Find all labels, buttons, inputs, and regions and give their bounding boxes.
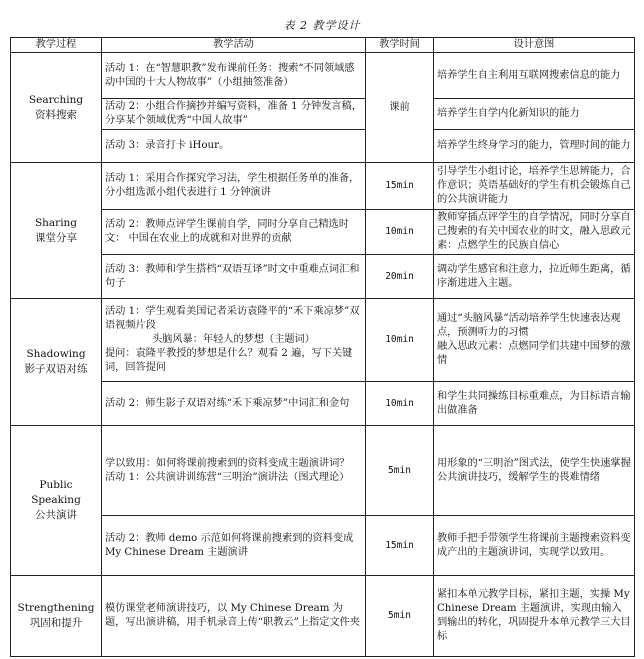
- activity-line: 活动 1：学生观看美国记者采访袁隆平的“禾下乘凉梦”双语视频片段: [105, 306, 360, 331]
- activity-cell: 活动 2：师生影子双语对练“禾下乘凉梦”中词汇和金句: [102, 382, 366, 426]
- stage-sharing: [11, 163, 102, 299]
- table-row: [11, 382, 635, 426]
- intent-cell: 教师穿插点评学生的自学情况，同时分享自己搜索的有关中国农业的时文，融入思政元素：点燃学生的民族自信心: [434, 210, 635, 255]
- stage-name-cn: 公共演讲: [35, 509, 77, 521]
- time-cell: 15min: [366, 516, 434, 576]
- stage-searching: [11, 53, 102, 163]
- table-row: [11, 99, 635, 130]
- time-cell: 10min: [366, 210, 434, 255]
- activity-cell: 活动 3：录音打卡 iHour。: [102, 130, 366, 163]
- table-row: [11, 53, 635, 99]
- intent-cell: 引导学生小组讨论，培养学生思辨能力，合作意识；英语基础好的学生有机会锻炼自己的公共演讲能力: [434, 163, 635, 210]
- intent-cell: 培养学生自学内化新知识的能力: [434, 99, 635, 130]
- time-cell: 5min: [366, 576, 434, 657]
- table-row: [11, 576, 635, 657]
- table-row: [11, 210, 635, 255]
- header-time: 教学时间: [366, 38, 434, 53]
- table-row: [11, 255, 635, 299]
- table-row: [11, 516, 635, 576]
- stage-name-en: Public Speaking: [31, 479, 81, 506]
- activity-cell: 模仿课堂老师演讲技巧，以 My Chinese Dream 为题，写出演讲稿，用手机录音上传“职教云”上指定文件夹: [102, 576, 366, 657]
- intent-cell: 培养学生自主利用互联网搜索信息的能力: [434, 53, 635, 99]
- header-intent: 设计意图: [434, 38, 635, 53]
- time-cell: 20min: [366, 255, 434, 299]
- activity-line: 头脑风暴：年轻人的梦想（主题词）: [152, 334, 315, 345]
- activity-cell: 活动 1：在“智慧职教”发布课前任务：搜索“不同领域感动中国的十大人物故事”（小组抽签准备）: [102, 53, 366, 99]
- time-cell: 10min: [366, 382, 434, 426]
- activity-cell: 活动 2：小组合作摘抄并编写资料，准备 1 分钟发言稿，分享某个领域优秀“中国人故事”: [102, 99, 366, 130]
- intent-cell: [434, 299, 635, 382]
- activity-line: 学以致用：如何将课前搜索到的资料变成主题演讲词？: [105, 457, 350, 469]
- stage-name-en: Strengthening: [17, 602, 95, 614]
- time-cell: 10min: [366, 299, 434, 382]
- time-cell: 课前: [366, 53, 434, 163]
- time-cell: 5min: [366, 426, 434, 516]
- stage-name-cn: 巩固和提升: [29, 617, 83, 629]
- intent-cell: 教师手把手带领学生将课前主题搜索资料变成产出的主题演讲词，实现学以致用。: [434, 516, 635, 576]
- teaching-design-table: [10, 37, 635, 657]
- activity-cell: [102, 426, 366, 516]
- activity-cell: 活动 3：教师和学生搭档“双语互译”时文中重难点词汇和句子: [102, 255, 366, 299]
- intent-cell: 紧扣本单元教学目标，紧扣主题，实操 My Chinese Dream 主题演讲，实现由输入到输出的转化，巩固提升本单元教学三大目标: [434, 576, 635, 657]
- stage-public-speaking: [11, 426, 102, 576]
- table-row: [11, 130, 635, 163]
- stage-name-cn: 影子双语对练: [24, 363, 88, 375]
- stage-name-cn: 课堂分享: [35, 231, 77, 244]
- intent-line: 融入思政元素：点燃同学们共建中国梦的激情: [437, 341, 631, 366]
- activity-cell: 活动 2：教师 demo 示范如何将课前搜索到的资料变成 My Chinese Dream 主题演讲: [102, 516, 366, 576]
- intent-cell: 培养学生终身学习的能力，管理时间的能力: [434, 130, 635, 163]
- activity-line: 活动 1：公共演讲训练营“三明治”演讲法（图式理论）: [105, 471, 350, 483]
- activity-cell: [102, 299, 366, 382]
- intent-cell: 调动学生感官和注意力，拉近师生距离，循序渐进进入主题。: [434, 255, 635, 299]
- intent-cell: 和学生共同操练目标重难点，为目标语言输出做准备: [434, 382, 635, 426]
- stage-strengthening: [11, 576, 102, 657]
- header-activity: 教学活动: [102, 38, 366, 53]
- activity-cell: 活动 2：教师点评学生课前自学，同时分享自己精选时文： 中国在农业上的成就和对世界的贡献: [102, 210, 366, 255]
- stage-name-en: Sharing: [34, 216, 78, 229]
- table-row: [11, 163, 635, 210]
- intent-cell: 用形象的“三明治”图式法，使学生快速掌握公共演讲技巧，缓解学生的畏难情绪: [434, 426, 635, 516]
- stage-shadowing: [11, 299, 102, 426]
- intent-line: 通过“头脑风暴”活动培养学生快速表达观点，预测听力的习惯: [437, 313, 621, 338]
- stage-name-en: Searching: [28, 93, 84, 106]
- activity-cell: 活动 1：采用合作探究学习法，学生根据任务单的准备，分小组选派小组代表进行 1 分钟演讲: [102, 163, 366, 210]
- header-row: [11, 38, 635, 53]
- header-process: 教学过程: [11, 38, 102, 53]
- activity-line: 提问：袁隆平教授的梦想是什么？观看 2 遍，写下关键词，回答提问: [105, 348, 353, 373]
- stage-name-cn: 资料搜索: [35, 108, 77, 121]
- table-caption: 表 2 教学设计: [283, 19, 361, 32]
- time-cell: 15min: [366, 163, 434, 210]
- table-row: [11, 299, 635, 382]
- stage-name-en: Shadowing: [26, 348, 86, 360]
- table-row: [11, 426, 635, 516]
